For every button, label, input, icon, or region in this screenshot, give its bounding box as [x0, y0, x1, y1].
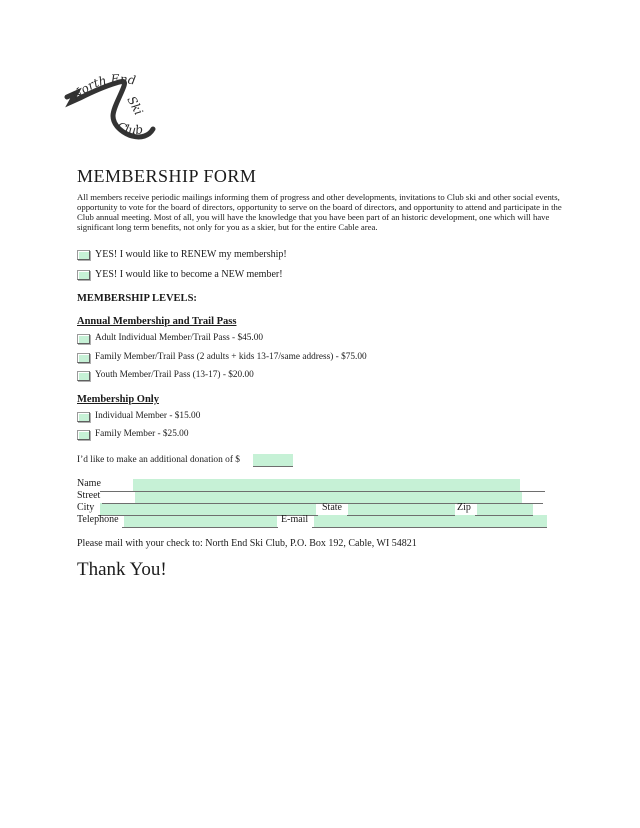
- family-member-checkbox[interactable]: [77, 430, 90, 440]
- donation-label: I’d like to make an additional donation of $: [77, 455, 240, 465]
- new-member-option-row: [77, 269, 283, 280]
- individual-member-row: [77, 411, 200, 422]
- logo-text-ski: Ski: [124, 93, 146, 118]
- logo-text-north-end: North End: [68, 71, 137, 104]
- intro-paragraph: All members receive periodic mailings informing them of progress and other developments, invitations to Club ski and other social events, opportunity to vote for the board of directors, opportunity to serve on the board of directors, and opportunity to attend and participate in the Club annual meeting. Most of all, you will have the knowledge that you have been part of an historic development, one which will have significant long term benefits, not only for you as a skier, but for the entire Cable area.: [77, 192, 562, 232]
- zip-label: Zip: [457, 502, 471, 513]
- new-member-option-label: YES! I would like to become a NEW member!: [95, 269, 283, 280]
- youth-trail-checkbox[interactable]: [77, 371, 90, 381]
- membership-only-heading: Membership Only: [77, 394, 159, 405]
- north-end-ski-club-logo: [64, 70, 164, 148]
- family-trail-checkbox[interactable]: [77, 353, 90, 363]
- email-underline: [312, 515, 547, 528]
- street-label: Street: [77, 490, 101, 501]
- family-member-row: [77, 429, 188, 440]
- renew-option-row: [77, 249, 287, 260]
- page-title: MEMBERSHIP FORM: [77, 166, 257, 186]
- state-label: State: [322, 502, 342, 513]
- annual-membership-heading: Annual Membership and Trail Pass: [77, 316, 237, 327]
- telephone-underline: [122, 515, 278, 528]
- family-member-label: Family Member - $25.00: [95, 429, 189, 439]
- youth-trail-label: Youth Member/Trail Pass (13-17) - $20.00: [95, 370, 254, 380]
- new-member-checkbox[interactable]: [77, 270, 90, 280]
- adult-individual-label: Adult Individual Member/Trail Pass - $45.00: [95, 333, 264, 343]
- adult-individual-checkbox[interactable]: [77, 334, 90, 344]
- donation-amount-field[interactable]: [253, 454, 293, 467]
- thank-you-text: Thank You!: [77, 559, 167, 580]
- family-trail-label: Family Member/Trail Pass (2 adults + kids 13-17/same address) - $75.00: [95, 352, 367, 362]
- individual-member-label: Individual Member - $15.00: [95, 411, 201, 421]
- renew-option-label: YES! I would like to RENEW my membership!: [95, 249, 287, 260]
- email-label: E-mail: [281, 514, 309, 525]
- individual-member-checkbox[interactable]: [77, 412, 90, 422]
- telephone-label: Telephone: [77, 514, 119, 525]
- mailing-instructions: Please mail with your check to: North End Ski Club, P.O. Box 192, Cable, WI 54821: [77, 538, 417, 549]
- membership-levels-heading: MEMBERSHIP LEVELS:: [77, 293, 197, 304]
- city-label: City: [77, 502, 95, 513]
- logo-text-club: Club: [114, 119, 144, 138]
- renew-checkbox[interactable]: [77, 250, 90, 260]
- name-label: Name: [77, 478, 101, 489]
- adult-individual-row: [77, 333, 263, 344]
- family-trail-row: [77, 352, 367, 363]
- youth-trail-row: [77, 370, 254, 381]
